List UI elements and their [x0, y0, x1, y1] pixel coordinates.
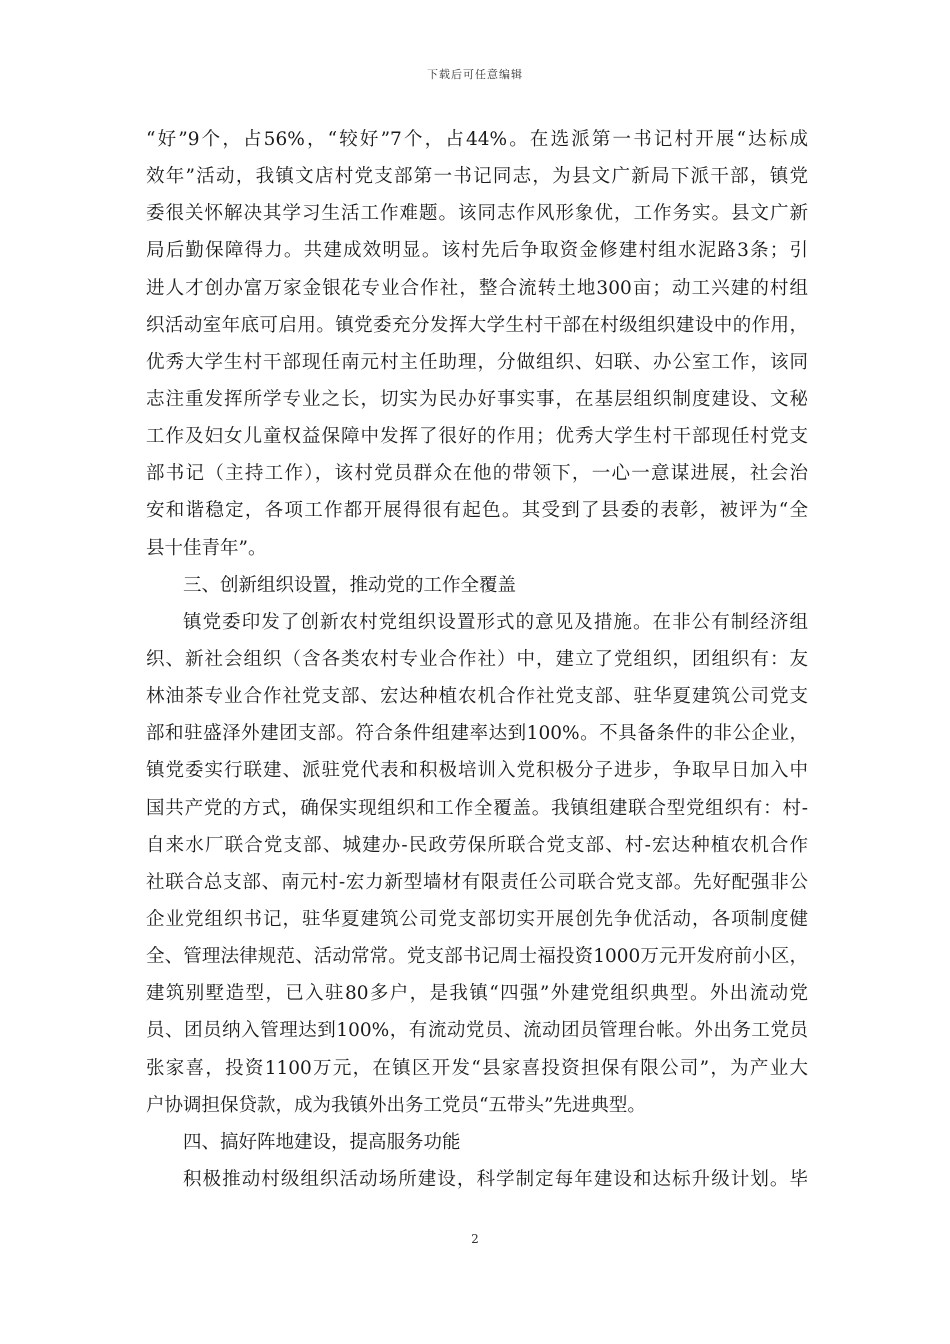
text-line: 自来水厂联合党支部、城建办-民政劳保所联合党支部、村-宏达种植农机合作: [146, 834, 808, 856]
text-line: 县十佳青年”。: [146, 537, 267, 559]
text-line: 织、新社会组织（含各类农村专业合作社）中，建立了党组织，团组织有：友: [146, 648, 808, 670]
text-line: 进人才创办富万家金银花专业合作社，整合流转土地300亩；动工兴建的村组: [146, 277, 808, 299]
text-line: 积极推动村级组织活动场所建设，科学制定每年建设和达标升级计划。毕: [183, 1168, 808, 1190]
text-line: 员、团员纳入管理达到100%，有流动党员、流动团员管理台帐。外出务工党员: [146, 1020, 808, 1042]
text-line: 四、搞好阵地建设，提高服务功能: [183, 1131, 461, 1153]
text-line: 工作及妇女儿童权益保障中发挥了很好的作用；优秀大学生村干部现任村党支: [146, 426, 808, 448]
text-line: 三、创新组织设置，推动党的工作全覆盖: [183, 574, 517, 596]
text-line: 全、管理法律规范、活动常常。党支部书记周士福投资1000万元开发府前小区，: [146, 946, 808, 968]
text-line: 优秀大学生村干部现任南元村主任助理，分做组织、妇联、办公室工作，该同: [146, 351, 808, 373]
document-body: [146, 121, 808, 1198]
text-line: 安和谐稳定，各项工作都开展得很有起色。其受到了县委的表彰，被评为“全: [146, 500, 808, 522]
text-line: 社联合总支部、南元村-宏力新型墙材有限责任公司联合党支部。先好配强非公: [146, 871, 808, 893]
text-line: 部和驻盛泽外建团支部。符合条件组建率达到100%。不具备条件的非公企业，: [146, 723, 808, 745]
text-line: 镇党委实行联建、派驻党代表和积极培训入党积极分子进步，争取早日加入中: [146, 760, 808, 782]
text-line: 委很关怀解决其学习生活工作难题。该同志作风形象优，工作务实。县文广新: [146, 203, 808, 225]
text-line: 建筑别墅造型，已入驻80多户，是我镇“四强”外建党组织典型。外出流动党: [146, 983, 808, 1005]
page-header: 下载后可任意编辑: [427, 68, 523, 81]
text-line: “好”9个，占56%，“较好”7个，占44%。在选派第一书记村开展“达标成: [146, 129, 808, 150]
text-line: 林油茶专业合作社党支部、宏达种植农机合作社党支部、驻华夏建筑公司党支: [146, 686, 808, 708]
text-line: 镇党委印发了创新农村党组织设置形式的意见及措施。在非公有制经济组: [183, 611, 808, 633]
text-line: 国共产党的方式，确保实现组织和工作全覆盖。我镇组建联合型党组织有：村-: [146, 797, 808, 819]
text-line: 效年”活动，我镇文店村党支部第一书记同志，为县文广新局下派干部，镇党: [146, 166, 808, 188]
text-line: 户协调担保贷款，成为我镇外出务工党员“五带头”先进典型。: [146, 1094, 646, 1116]
text-line: 志注重发挥所学专业之长，切实为民办好事实事，在基层组织制度建设、文秘: [146, 388, 808, 410]
text-line: 企业党组织书记，驻华夏建筑公司党支部切实开展创先争优活动，各项制度健: [146, 908, 808, 930]
text-line: 张家喜，投资1100万元，在镇区开发“县家喜投资担保有限公司”，为产业大: [146, 1057, 808, 1079]
text-line: 织活动室年底可启用。镇党委充分发挥大学生村干部在村级组织建设中的作用，: [146, 314, 808, 336]
page-number: 2: [471, 1232, 479, 1246]
text-line: 部书记（主持工作），该村党员群众在他的带领下，一心一意谋进展，社会治: [146, 463, 808, 485]
text-line: 局后勤保障得力。共建成效明显。该村先后争取资金修建村组水泥路3条；引: [146, 240, 808, 262]
